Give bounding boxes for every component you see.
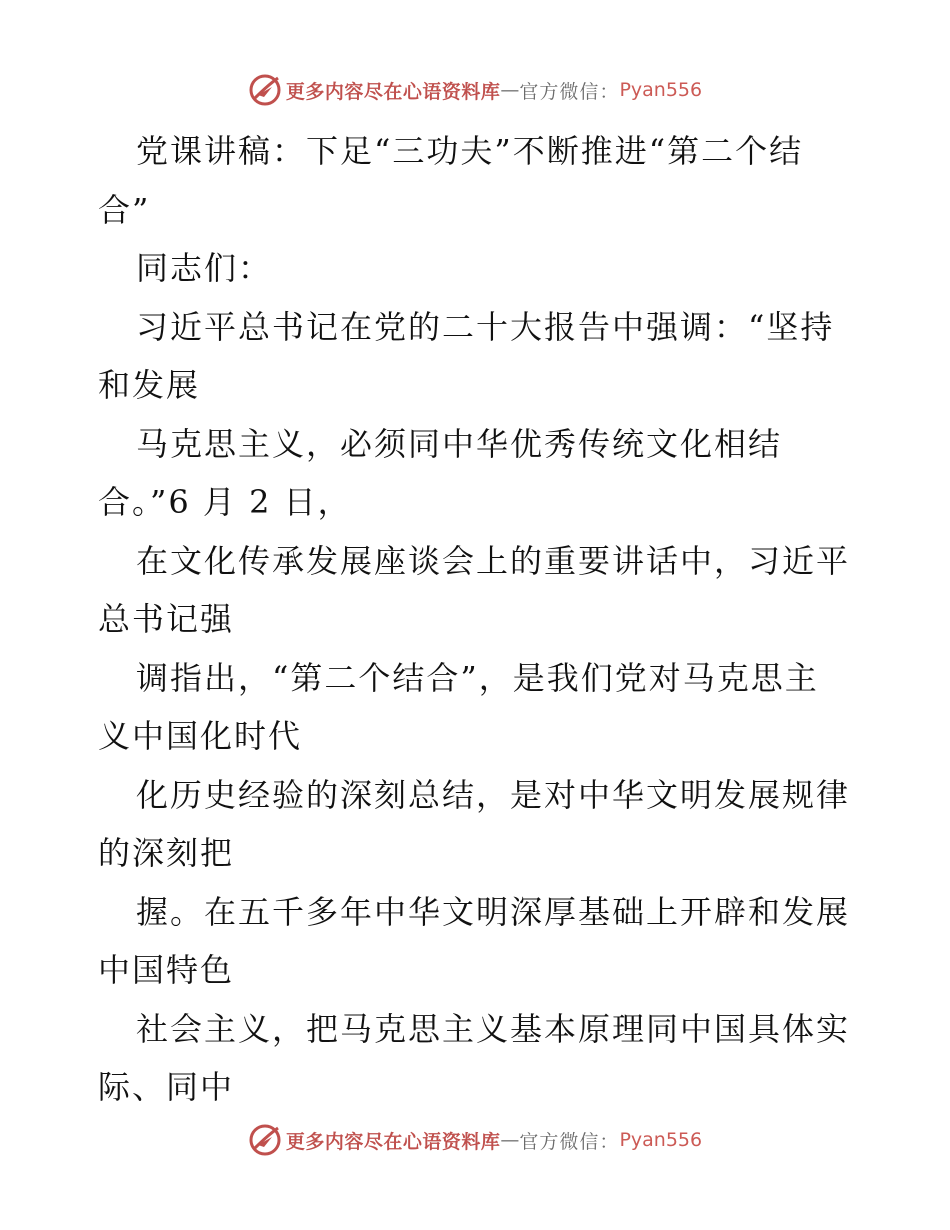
body-line: 的深刻把 (98, 834, 235, 872)
body-line: 马克思主义，必须同中华优秀传统文化相结 (136, 424, 783, 463)
footer-separator: — (500, 1129, 520, 1151)
header-wechat-id: Pyan556 (619, 79, 703, 101)
header-brand-text: 更多内容尽在心语资料库 (285, 80, 501, 103)
footer-banner (0, 1120, 950, 1160)
document-body (98, 122, 858, 1117)
title-line-2: 合” (98, 190, 151, 229)
body-line: 际、同中 (98, 1068, 235, 1106)
body-line: 合。”6 月 2 日， (98, 483, 352, 521)
pen-circle-logo-icon (248, 73, 282, 107)
body-line: 化历史经验的深刻总结，是对中华文明发展规律 (136, 775, 851, 814)
footer-brand-text: 更多内容尽在心语资料库 (285, 1130, 501, 1153)
body-line: 社会主义，把马克思主义基本原理同中国具体实 (136, 1009, 851, 1048)
footer-wechat-label: 官方微信： (519, 1130, 620, 1153)
body-line: 中国特色 (98, 951, 235, 989)
body-line: 握。在五千多年中华文明深厚基础上开辟和发展 (136, 892, 851, 931)
header-separator: — (500, 79, 520, 101)
body-line: 习近平总书记在党的二十大报告中强调：“坚持 (136, 307, 835, 346)
body-line: 和发展 (98, 366, 201, 404)
footer-wechat-id: Pyan556 (619, 1129, 703, 1151)
header-banner (0, 70, 950, 110)
title-line-1: 党课讲稿：下足“三功夫”不断推进“第二个结 (136, 132, 804, 170)
pen-circle-logo-icon (248, 1123, 282, 1157)
body-line: 义中国化时代 (98, 717, 303, 755)
body-line: 总书记强 (98, 600, 235, 638)
header-wechat-label: 官方微信： (519, 80, 620, 103)
salutation: 同志们： (136, 249, 273, 287)
body-line: 调指出，“第二个结合”，是我们党对马克思主 (136, 658, 819, 697)
body-line: 在文化传承发展座谈会上的重要讲话中，习近平 (136, 541, 851, 580)
